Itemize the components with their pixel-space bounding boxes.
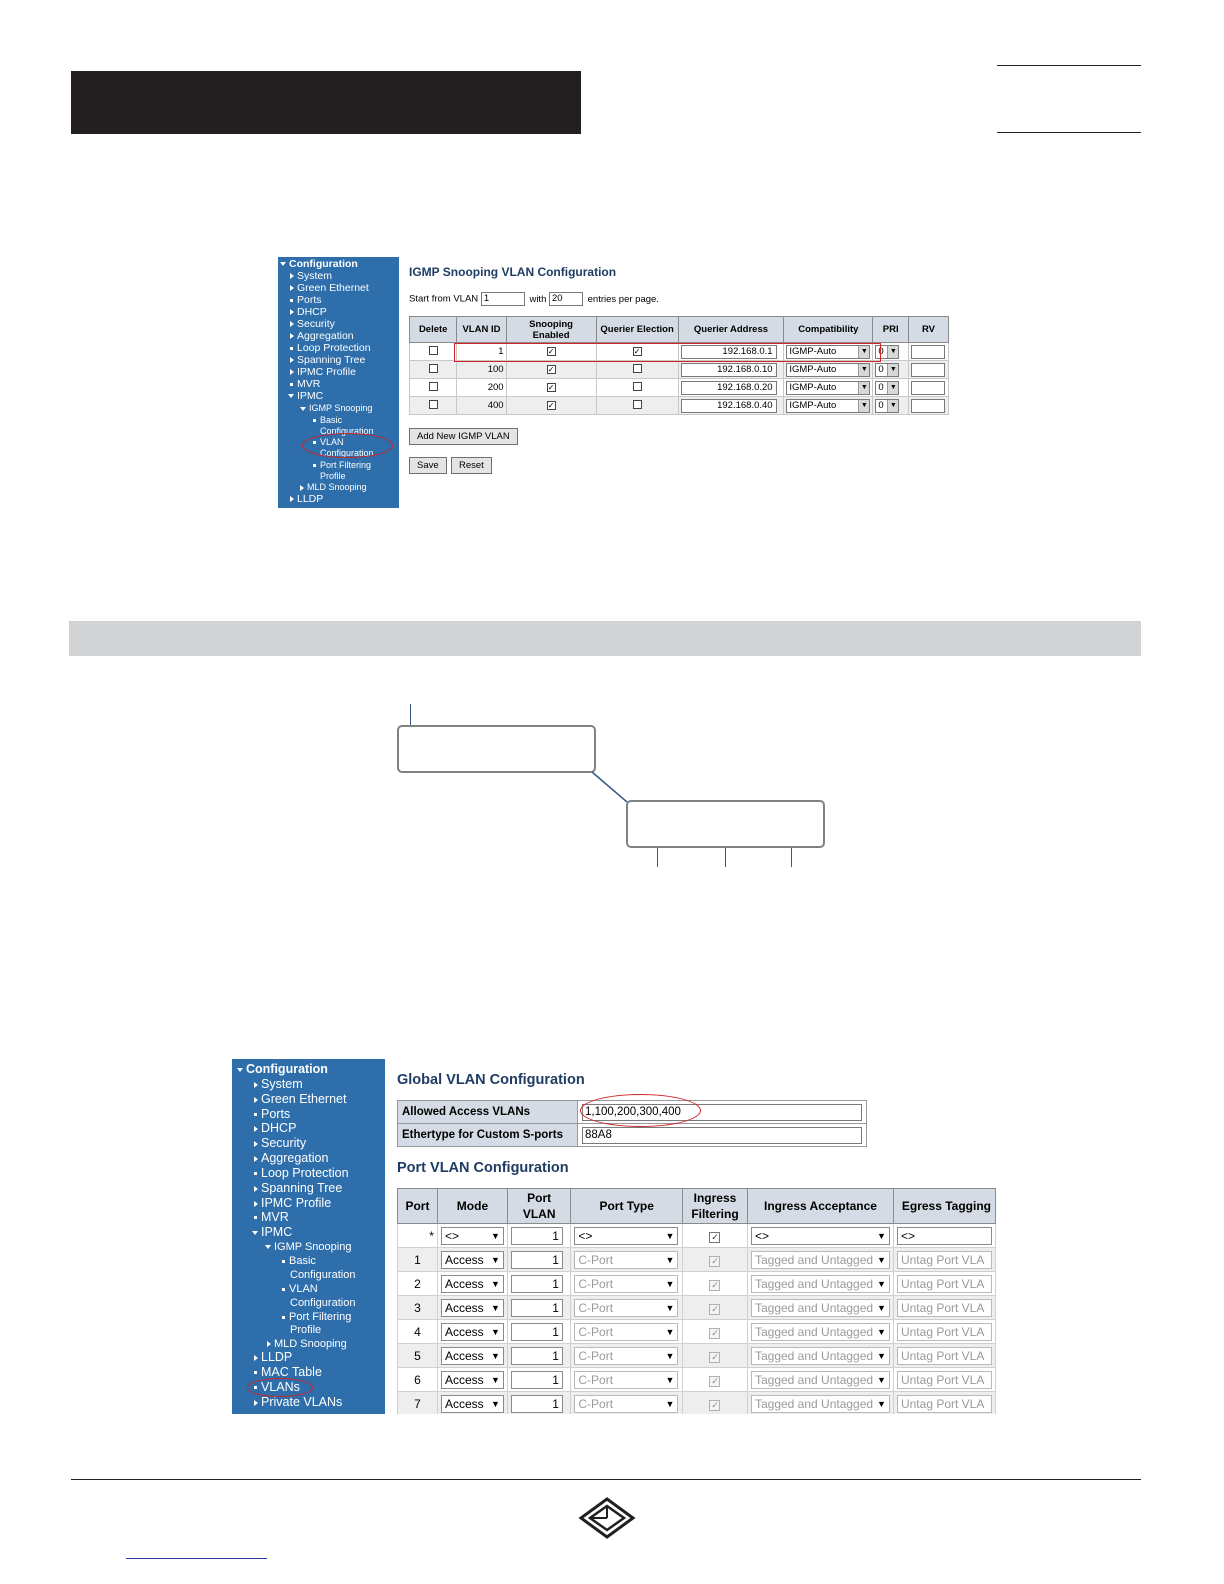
dropdown-arrow-icon: ▼: [665, 1350, 675, 1361]
querier-checkbox[interactable]: ✓: [633, 347, 641, 356]
mode-select[interactable]: Access ▼: [441, 1323, 504, 1341]
expanded-icon: [265, 1245, 271, 1249]
col-egress-tagging: Egress Tagging: [893, 1189, 995, 1224]
bullet-icon: [254, 1172, 257, 1175]
dropdown-arrow-icon: ▼: [665, 1302, 675, 1313]
port-vlan-input[interactable]: 1: [511, 1275, 563, 1293]
delete-checkbox[interactable]: [429, 382, 438, 391]
ingress-acceptance-select[interactable]: Tagged and Untagged ▼: [751, 1275, 890, 1293]
dropdown-arrow-icon: ▼: [858, 400, 869, 412]
port-number: 7: [398, 1392, 438, 1415]
ingress-acceptance-select[interactable]: Tagged and Untagged ▼: [751, 1251, 890, 1269]
mode-select[interactable]: Access ▼: [441, 1299, 504, 1317]
collapsed-icon: [254, 1097, 258, 1103]
pri-select[interactable]: 0 ▼: [875, 363, 899, 377]
mode-select[interactable]: <> ▼: [441, 1227, 504, 1245]
nav-item-mvr[interactable]: MVR: [254, 1210, 289, 1225]
nav-tree: [278, 257, 399, 508]
collapsed-icon: [254, 1126, 258, 1132]
dropdown-arrow-icon: ▼: [887, 400, 898, 412]
port-vlan-input[interactable]: 1: [511, 1395, 563, 1413]
col-snooping: Snooping Enabled: [506, 317, 596, 343]
igmp-vlan-screenshot: [278, 257, 949, 508]
bullet-icon: [290, 347, 293, 350]
bullet-icon: [282, 1316, 285, 1319]
querier-address-input[interactable]: 192.168.0.10: [681, 363, 777, 377]
table-row-wildcard: [398, 1224, 996, 1248]
nav-item-basic[interactable]: Basic: [313, 414, 342, 426]
ingress-filtering-checkbox[interactable]: ✓: [711, 1399, 719, 1410]
dropdown-arrow-icon: ▼: [887, 364, 898, 376]
nav-item-basic-configuration[interactable]: Configuration: [320, 426, 374, 436]
snooping-checkbox[interactable]: ✓: [547, 347, 555, 356]
delete-checkbox[interactable]: [429, 364, 438, 373]
port-vlan-input[interactable]: 1: [511, 1371, 563, 1389]
nav-item-vlan-configuration[interactable]: Configuration: [290, 1297, 356, 1309]
dropdown-arrow-icon: ▼: [665, 1230, 675, 1241]
nav-item-basic[interactable]: Basic: [282, 1254, 316, 1269]
nav-item-basic-configuration[interactable]: Configuration: [290, 1269, 356, 1281]
diagram-branch-3: [791, 848, 792, 867]
ingress-acceptance-select[interactable]: <> ▼: [751, 1227, 890, 1245]
ingress-filtering-checkbox[interactable]: ✓: [711, 1231, 719, 1242]
nav-item-aggregation[interactable]: Aggregation: [254, 1151, 328, 1166]
col-mode: Mode: [437, 1189, 507, 1224]
col-port-vlan: Port VLAN: [507, 1189, 570, 1224]
nav-item-security[interactable]: Security: [254, 1136, 306, 1151]
ingress-acceptance-select[interactable]: Tagged and Untagged ▼: [751, 1323, 890, 1341]
vlan-id: 100: [457, 361, 506, 379]
port-type-select[interactable]: <> ▼: [574, 1227, 678, 1245]
nav-item-loop-protection[interactable]: Loop Protection: [290, 342, 371, 354]
dropdown-arrow-icon: ▼: [877, 1230, 886, 1241]
dropdown-arrow-icon: ▼: [665, 1254, 675, 1265]
port-number: *: [398, 1224, 438, 1248]
nav-item-system[interactable]: System: [254, 1077, 303, 1092]
collapsed-icon: [254, 1082, 258, 1088]
nav-item-aggregation[interactable]: Aggregation: [290, 330, 354, 342]
compatibility-select[interactable]: IGMP-Auto ▼: [786, 363, 870, 377]
igmp-main-panel: [409, 257, 949, 508]
ingress-filtering-checkbox[interactable]: ✓: [711, 1303, 719, 1314]
footer-rule: [71, 1479, 1141, 1480]
col-rv: RV: [909, 317, 949, 343]
collapsed-icon: [254, 1201, 258, 1207]
dropdown-arrow-icon: ▼: [858, 382, 869, 394]
collapsed-icon: [290, 309, 294, 315]
nav-item-vlan[interactable]: VLAN: [313, 436, 344, 448]
rv-input[interactable]: [911, 363, 945, 377]
port-vlan-input[interactable]: 1: [511, 1299, 563, 1317]
table-row: [398, 1344, 996, 1368]
mode-select[interactable]: Access ▼: [441, 1251, 504, 1269]
col-ingress-filtering: Ingress Filtering: [683, 1189, 748, 1224]
table-row: [398, 1392, 996, 1415]
port-type-select[interactable]: C-Port ▼: [574, 1395, 678, 1413]
table-row: [398, 1368, 996, 1392]
ingress-filtering-checkbox[interactable]: ✓: [711, 1351, 719, 1362]
nav-root[interactable]: Configuration: [280, 258, 358, 270]
nav-item-dhcp[interactable]: DHCP: [290, 306, 327, 318]
port-number: 4: [398, 1320, 438, 1344]
nav-item-vlan-configuration[interactable]: Configuration: [320, 448, 374, 458]
diagram-branch-1: [657, 848, 658, 867]
nav-item-vlans[interactable]: VLANs: [254, 1380, 300, 1395]
egress-tagging-select[interactable]: Untag Port VLA: [897, 1395, 992, 1413]
bullet-icon: [290, 383, 293, 386]
collapsed-icon: [290, 273, 294, 279]
vlan-config-highlight: [302, 433, 393, 458]
delete-checkbox[interactable]: [429, 400, 438, 409]
table-row: [398, 1248, 996, 1272]
expanded-icon: [288, 394, 294, 398]
querier-address-input[interactable]: 192.168.0.40: [681, 399, 777, 413]
table-row: [398, 1320, 996, 1344]
header-rule-bottom: [997, 132, 1141, 133]
compatibility-select[interactable]: IGMP-Auto ▼: [786, 399, 870, 413]
collapsed-icon: [267, 1341, 271, 1347]
nav-item-spanning-tree[interactable]: Spanning Tree: [254, 1181, 342, 1196]
nav-item-ipmc[interactable]: IPMC: [252, 1225, 292, 1240]
mode-select[interactable]: Access ▼: [441, 1395, 504, 1413]
dropdown-arrow-icon: ▼: [491, 1326, 500, 1337]
dropdown-arrow-icon: ▼: [877, 1350, 886, 1361]
collapsed-icon: [290, 285, 294, 291]
dropdown-arrow-icon: ▼: [491, 1278, 500, 1289]
expanded-icon: [280, 262, 286, 266]
dropdown-arrow-icon: ▼: [491, 1302, 500, 1313]
querier-checkbox[interactable]: [633, 364, 642, 373]
dropdown-arrow-icon: ▼: [877, 1302, 886, 1313]
port-vlan-title: Port VLAN Configuration: [397, 1160, 569, 1176]
start-vlan-input[interactable]: 1: [481, 292, 525, 306]
querier-address-input[interactable]: 192.168.0.1: [681, 345, 777, 359]
nav-item-loop-protection[interactable]: Loop Protection: [254, 1166, 349, 1181]
allowed-access-label: Allowed Access VLANs: [398, 1101, 578, 1124]
col-querier: Querier Election: [596, 317, 678, 343]
vlan-main-panel: [397, 1059, 996, 1414]
nav-item-mld-snooping[interactable]: MLD Snooping: [267, 1337, 347, 1352]
ethertype-label: Ethertype for Custom S-ports: [398, 1124, 578, 1147]
table-row: [410, 397, 949, 415]
diagram-branch-2: [725, 848, 726, 867]
nav-item-vlan[interactable]: VLAN: [282, 1282, 318, 1297]
add-igmp-vlan-button[interactable]: Add New IGMP VLAN: [409, 428, 518, 445]
pri-select[interactable]: 0 ▼: [875, 345, 899, 359]
entries-input[interactable]: 20: [549, 292, 583, 306]
port-type-select[interactable]: C-Port ▼: [574, 1299, 678, 1317]
nav-item-profile[interactable]: Profile: [290, 1324, 322, 1336]
rv-input[interactable]: [911, 345, 945, 359]
dropdown-arrow-icon: ▼: [491, 1374, 500, 1385]
nav-item-private-vlans[interactable]: Private VLANs: [254, 1395, 342, 1410]
vlan-id: 200: [457, 379, 506, 397]
port-number: 6: [398, 1368, 438, 1392]
vlans-highlight: [247, 1378, 313, 1397]
col-compatibility: Compatibility: [784, 317, 873, 343]
col-pri: PRI: [873, 317, 909, 343]
port-type-select[interactable]: C-Port ▼: [574, 1275, 678, 1293]
vlan-id: 1: [457, 343, 506, 361]
nav-item-ipmc-profile[interactable]: IPMC Profile: [290, 366, 356, 378]
dropdown-arrow-icon: ▼: [665, 1326, 675, 1337]
with-label: with: [529, 293, 547, 305]
compatibility-select[interactable]: IGMP-Auto ▼: [786, 345, 870, 359]
collapsed-icon: [300, 485, 304, 491]
dropdown-arrow-icon: ▼: [877, 1374, 886, 1385]
compatibility-select[interactable]: IGMP-Auto ▼: [786, 381, 870, 395]
egress-tagging-select[interactable]: Untag Port VLA: [897, 1275, 992, 1293]
egress-tagging-select[interactable]: <>: [897, 1227, 992, 1245]
egress-tagging-select[interactable]: Untag Port VLA: [897, 1347, 992, 1365]
col-port-type: Port Type: [571, 1189, 683, 1224]
collapsed-icon: [254, 1186, 258, 1192]
nav-tree: [232, 1059, 385, 1414]
ingress-filtering-checkbox[interactable]: ✓: [711, 1279, 719, 1290]
diagram-box-upper: [397, 725, 596, 773]
querier-address-input[interactable]: 192.168.0.20: [681, 381, 777, 395]
paging-controls: [409, 292, 659, 306]
egress-tagging-select[interactable]: Untag Port VLA: [897, 1323, 992, 1341]
collapsed-icon: [254, 1156, 258, 1162]
section-heading-band: [69, 621, 1141, 656]
nav-item-mac-table[interactable]: MAC Table: [254, 1365, 322, 1380]
port-type-select[interactable]: C-Port ▼: [574, 1323, 678, 1341]
nav-root[interactable]: Configuration: [237, 1062, 328, 1077]
footer-link-underline: [126, 1558, 267, 1559]
dropdown-arrow-icon: ▼: [491, 1254, 500, 1265]
collapsed-icon: [254, 1141, 258, 1147]
col-vlan-id: VLAN ID: [457, 317, 506, 343]
col-port: Port: [398, 1189, 438, 1224]
egress-tagging-select[interactable]: Untag Port VLA: [897, 1251, 992, 1269]
table-header: [410, 317, 949, 343]
row-highlight: [454, 343, 881, 362]
dropdown-arrow-icon: ▼: [858, 364, 869, 376]
header-bar: [71, 71, 581, 134]
nav-item-green-ethernet[interactable]: Green Ethernet: [290, 282, 369, 294]
ingress-acceptance-select[interactable]: Tagged and Untagged ▼: [751, 1395, 890, 1413]
collapsed-icon: [290, 333, 294, 339]
diagram-connector: [410, 704, 411, 726]
port-vlan-input[interactable]: 1: [511, 1347, 563, 1365]
mode-select[interactable]: Access ▼: [441, 1275, 504, 1293]
nav-item-system[interactable]: System: [290, 270, 332, 282]
egress-tagging-select[interactable]: Untag Port VLA: [897, 1299, 992, 1317]
snooping-checkbox[interactable]: ✓: [547, 365, 555, 374]
mode-select[interactable]: Access ▼: [441, 1347, 504, 1365]
diagram-box-lower: [626, 800, 825, 848]
start-from-label: Start from VLAN: [409, 293, 479, 305]
nav-item-igmp-snooping[interactable]: IGMP Snooping: [265, 1240, 351, 1255]
port-number: 3: [398, 1296, 438, 1320]
dropdown-arrow-icon: ▼: [491, 1398, 500, 1409]
collapsed-icon: [254, 1355, 258, 1361]
vlan-id: 400: [457, 397, 506, 415]
ethertype-input[interactable]: 88A8: [582, 1127, 862, 1144]
dropdown-arrow-icon: ▼: [887, 346, 898, 358]
nav-item-mld-snooping[interactable]: MLD Snooping: [300, 481, 367, 493]
save-button[interactable]: Save: [409, 457, 447, 474]
snooping-checkbox[interactable]: ✓: [547, 401, 555, 410]
col-delete: Delete: [410, 317, 457, 343]
querier-checkbox[interactable]: [633, 400, 642, 409]
ingress-acceptance-select[interactable]: Tagged and Untagged ▼: [751, 1371, 890, 1389]
rv-input[interactable]: [911, 399, 945, 413]
port-type-select[interactable]: C-Port ▼: [574, 1371, 678, 1389]
entries-label: entries per page.: [587, 293, 659, 305]
querier-checkbox[interactable]: [633, 382, 642, 391]
collapsed-icon: [290, 496, 294, 502]
table-row: [398, 1272, 996, 1296]
expanded-icon: [300, 407, 306, 411]
snooping-checkbox[interactable]: ✓: [547, 383, 555, 392]
table-row: [410, 361, 949, 379]
global-vlan-title: Global VLAN Configuration: [397, 1072, 585, 1088]
reset-button[interactable]: Reset: [451, 457, 492, 474]
allowed-access-input[interactable]: 1,100,200,300,400: [582, 1104, 862, 1121]
dropdown-arrow-icon: ▼: [665, 1398, 675, 1409]
nav-item-lldp[interactable]: LLDP: [290, 493, 323, 505]
ingress-filtering-checkbox[interactable]: ✓: [711, 1375, 719, 1386]
nav-item-dhcp[interactable]: DHCP: [254, 1121, 296, 1136]
dropdown-arrow-icon: ▼: [877, 1398, 886, 1409]
bullet-icon: [282, 1288, 285, 1291]
expanded-icon: [237, 1068, 243, 1072]
nav-item-igmp-snooping[interactable]: IGMP Snooping: [300, 402, 372, 414]
collapsed-icon: [290, 357, 294, 363]
bullet-icon: [290, 299, 293, 302]
nav-item-port-filtering[interactable]: Port Filtering: [313, 459, 371, 471]
igmp-vlan-table: [409, 316, 949, 415]
allowed-vlans-highlight: [580, 1094, 701, 1127]
dropdown-arrow-icon: ▼: [491, 1350, 500, 1361]
pri-select[interactable]: 0 ▼: [875, 381, 899, 395]
nav-item-profile[interactable]: Profile: [320, 471, 346, 481]
bullet-icon: [313, 419, 316, 422]
nav-item-mvr[interactable]: MVR: [290, 378, 320, 390]
nav-item-spanning-tree[interactable]: Spanning Tree: [290, 354, 365, 366]
collapsed-icon: [290, 321, 294, 327]
port-number: 5: [398, 1344, 438, 1368]
nav-item-ipmc[interactable]: IPMC: [288, 390, 323, 402]
port-vlan-table: [397, 1188, 996, 1414]
header-rule-top: [997, 65, 1141, 66]
dropdown-arrow-icon: ▼: [877, 1254, 886, 1265]
nav-item-green-ethernet[interactable]: Green Ethernet: [254, 1092, 346, 1107]
nav-item-security[interactable]: Security: [290, 318, 335, 330]
dropdown-arrow-icon: ▼: [887, 382, 898, 394]
collapsed-icon: [254, 1400, 258, 1406]
bullet-icon: [313, 464, 316, 467]
port-type-select[interactable]: C-Port ▼: [574, 1347, 678, 1365]
nav-item-lldp[interactable]: LLDP: [254, 1350, 292, 1365]
page-title: IGMP Snooping VLAN Configuration: [409, 265, 617, 279]
col-querier-address: Querier Address: [678, 317, 784, 343]
port-vlan-input[interactable]: 1: [511, 1323, 563, 1341]
diagram-diagonal-connector: [590, 770, 630, 804]
dropdown-arrow-icon: ▼: [665, 1278, 675, 1289]
pri-select[interactable]: 0 ▼: [875, 399, 899, 413]
nav-item-ports[interactable]: Ports: [254, 1107, 290, 1122]
vlan-config-screenshot: [232, 1059, 996, 1414]
port-type-select[interactable]: C-Port ▼: [574, 1251, 678, 1269]
bullet-icon: [254, 1113, 257, 1116]
bullet-icon: [282, 1260, 285, 1263]
table-row: [398, 1296, 996, 1320]
dropdown-arrow-icon: ▼: [858, 346, 869, 358]
mode-select[interactable]: Access ▼: [441, 1371, 504, 1389]
diamond-cube-logo-icon: [578, 1497, 636, 1539]
nav-item-ports[interactable]: Ports: [290, 294, 322, 306]
port-number: 2: [398, 1272, 438, 1296]
port-vlan-input[interactable]: 1: [511, 1227, 563, 1245]
ingress-acceptance-select[interactable]: Tagged and Untagged ▼: [751, 1299, 890, 1317]
dropdown-arrow-icon: ▼: [491, 1230, 500, 1241]
ingress-acceptance-select[interactable]: Tagged and Untagged ▼: [751, 1347, 890, 1365]
ingress-filtering-checkbox[interactable]: ✓: [711, 1327, 719, 1338]
bullet-icon: [254, 1216, 257, 1219]
nav-item-port-filtering[interactable]: Port Filtering: [282, 1310, 351, 1325]
nav-item-ipmc-profile[interactable]: IPMC Profile: [254, 1196, 331, 1211]
table-row: [410, 379, 949, 397]
ingress-filtering-checkbox[interactable]: ✓: [711, 1255, 719, 1266]
expanded-icon: [252, 1231, 258, 1235]
dropdown-arrow-icon: ▼: [877, 1326, 886, 1337]
table-header: [398, 1189, 996, 1224]
delete-checkbox[interactable]: [429, 346, 438, 355]
collapsed-icon: [290, 369, 294, 375]
dropdown-arrow-icon: ▼: [665, 1374, 675, 1385]
port-number: 1: [398, 1248, 438, 1272]
rv-input[interactable]: [911, 381, 945, 395]
dropdown-arrow-icon: ▼: [877, 1278, 886, 1289]
col-ingress-acceptance: Ingress Acceptance: [747, 1189, 893, 1224]
egress-tagging-select[interactable]: Untag Port VLA: [897, 1371, 992, 1389]
bullet-icon: [254, 1371, 257, 1374]
port-vlan-input[interactable]: 1: [511, 1251, 563, 1269]
